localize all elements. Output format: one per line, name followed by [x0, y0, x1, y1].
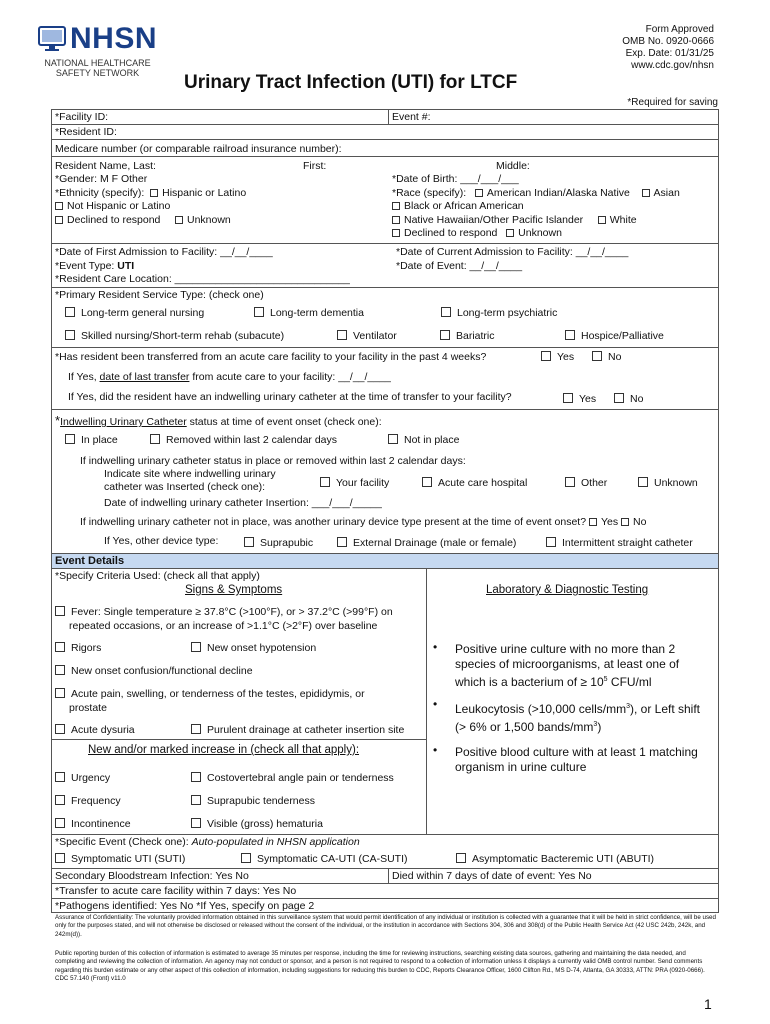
- svc-skilled: Skilled nursing/Short-term rehab (subacute): [65, 330, 284, 342]
- pathogens-identified: *Pathogens identified: Yes No *If Yes, specify on page 2: [55, 900, 315, 912]
- facility-id-label: *Facility ID:: [55, 111, 109, 123]
- logo-text: NHSN: [70, 22, 158, 55]
- urgency-option: Urgency: [55, 772, 110, 784]
- transferred-yes: Yes: [541, 351, 574, 363]
- fever-option: Fever: Single temperature ≥ 37.8°C (>100°F), or > 37.2°C (>99°F) on repeated occasions, or an increase of >1.1°C (>2°F) over baseline: [55, 605, 393, 633]
- race-asian-checkbox[interactable]: [642, 189, 650, 197]
- cat-acute: Acute care hospital: [422, 477, 527, 489]
- dev-suprapubic-checkbox[interactable]: [244, 537, 254, 547]
- frequency-checkbox[interactable]: [55, 795, 65, 805]
- transferred-no-checkbox[interactable]: [592, 351, 602, 361]
- secondary-bsi: Secondary Bloodstream Infection: Yes No: [55, 870, 249, 882]
- dob-label: *Date of Birth: ___/___/___: [392, 173, 519, 185]
- cat-site-label: Indicate site where indwelling urinary catheter was Inserted (check one):: [104, 468, 276, 493]
- event-number-label: Event #:: [392, 111, 431, 123]
- suprapubic-checkbox[interactable]: [191, 795, 201, 805]
- svc-psych-checkbox[interactable]: [441, 307, 451, 317]
- lab2-text: Leukocytosis (>10,000 cells/$mm^3$), or Left shift (> 6% or 1,500 bands/$mm^3$): [455, 702, 701, 734]
- resident-id-label: *Resident ID:: [55, 126, 117, 138]
- approval-block: Form Approved OMB No. 0920-0666 Exp. Date: 01/31/25 www.cdc.gov/nhsn: [622, 24, 714, 71]
- incontinence-option: Incontinence: [55, 818, 131, 830]
- transfer-7-days: *Transfer to acute care facility within 7 days: Yes No: [55, 885, 297, 897]
- suti-checkbox[interactable]: [55, 853, 65, 863]
- cat-inplace: In place: [65, 434, 118, 446]
- computer-icon: [38, 26, 66, 52]
- costo-option: Costovertebral angle pain or tenderness: [191, 772, 394, 784]
- care-location-label: *Resident Care Location: ______________________________: [55, 273, 350, 285]
- lab1-bullet: •: [433, 640, 438, 654]
- burden-text: Public reporting burden of this collection of information is estimated to average 35 minutes per response, including the time for reviewing instructions, searching existing data sources, gathering and maintaining the data needed, and completing and reviewing the collection of information. An agency may not conduct or sponsor, and a person is not required to respond to a collection of information unless it displays a currently valid OMB control number. Send comments regarding this burden estimate or any other aspect of this collection of information, including suggestions for reducing this burden to CDC, Reports Clearance Officer, 1600 Clifton Rd., MS D-74, Atlanta, GA 30333, ATTN: PRA (0920-0666). CDC 57.140 (Front) v11.0: [55, 950, 705, 983]
- purulent-option: Purulent drainage at catheter insertion site: [191, 724, 404, 736]
- transferred-yes-checkbox[interactable]: [541, 351, 551, 361]
- confusion-checkbox[interactable]: [55, 665, 65, 675]
- abuti-checkbox[interactable]: [456, 853, 466, 863]
- cat-notinplace: Not in place: [388, 434, 459, 446]
- casuti-checkbox[interactable]: [241, 853, 251, 863]
- page-title: Urinary Tract Infection (UTI) for LTCF: [184, 72, 518, 93]
- hypotension-option: New onset hypotension: [191, 642, 316, 654]
- event-details-heading: [52, 554, 718, 568]
- svc-hospice-checkbox[interactable]: [565, 330, 575, 340]
- costo-checkbox[interactable]: [191, 772, 201, 782]
- dev-intermittent-checkbox[interactable]: [546, 537, 556, 547]
- hematuria-checkbox[interactable]: [191, 818, 201, 828]
- name-middle-label: Middle:: [496, 160, 530, 172]
- casuti-option: Symptomatic CA-UTI (CA-SUTI): [241, 853, 408, 865]
- transferred-question: *Has resident been transferred from an acute care facility to your facility in the past 4 weeks?: [55, 351, 487, 363]
- cat-your-checkbox[interactable]: [320, 477, 330, 487]
- signs-heading: Signs & Symptoms: [185, 584, 283, 596]
- first-admission-label: *Date of First Admission to Facility: __/__/____: [55, 246, 273, 258]
- dysuria-checkbox[interactable]: [55, 724, 65, 734]
- suprapubic-option: Suprapubic tenderness: [191, 795, 315, 807]
- svc-hospice: Hospice/Palliative: [565, 330, 664, 342]
- race-declined-option: Declined to respond Unknown: [392, 227, 562, 239]
- frequency-option: Frequency: [55, 795, 121, 807]
- rigors-option: Rigors: [55, 642, 101, 654]
- cat-acute-checkbox[interactable]: [422, 477, 432, 487]
- svc-vent-checkbox[interactable]: [337, 330, 347, 340]
- eth-declined-option: Declined to respond Unknown: [55, 214, 231, 226]
- lab3-text: Positive blood culture with at least 1 matching organism in urine culture: [455, 745, 698, 774]
- cat-your: Your facility: [320, 477, 389, 489]
- eth-hispanic-checkbox[interactable]: [150, 189, 158, 197]
- dev-external-checkbox[interactable]: [337, 537, 347, 547]
- cat-unknown-checkbox[interactable]: [638, 477, 648, 487]
- fever-checkbox[interactable]: [55, 606, 65, 616]
- other-type-label: If Yes, other device type:: [104, 535, 219, 547]
- lab-heading: Laboratory & Diagnostic Testing: [486, 584, 649, 596]
- svc-dementia-checkbox[interactable]: [254, 307, 264, 317]
- name-last-label: Resident Name, Last:: [55, 160, 156, 172]
- race-black-checkbox[interactable]: [392, 202, 400, 210]
- svc-bariatric: Bariatric: [440, 330, 495, 342]
- race-white-checkbox[interactable]: [598, 216, 606, 224]
- transferred-no: No: [592, 351, 621, 363]
- hematuria-option: Visible (gross) hematuria: [191, 818, 323, 830]
- purulent-checkbox[interactable]: [191, 724, 201, 734]
- svc-skilled-checkbox[interactable]: [65, 330, 75, 340]
- cat-unknown: Unknown: [638, 477, 698, 489]
- dysuria-option: Acute dysuria: [55, 724, 135, 736]
- name-first-label: First:: [303, 160, 327, 172]
- dev-suprapubic: Suprapubic: [244, 537, 313, 549]
- page-number: 1: [704, 996, 712, 1012]
- medicare-label: Medicare number (or comparable railroad insurance number):: [55, 143, 342, 155]
- eth-not-checkbox[interactable]: [55, 202, 63, 210]
- current-admission-label: *Date of Current Admission to Facility: __/__/____: [396, 246, 629, 258]
- svc-general: Long-term general nursing: [65, 307, 204, 319]
- race-unknown-checkbox[interactable]: [506, 229, 514, 237]
- race-black-option: Black or African American: [392, 200, 524, 212]
- specific-label: *Specific Event (Check one): Auto-populated in NHSN application: [55, 836, 360, 848]
- transfer-cat-no: No: [614, 393, 643, 405]
- svc-general-checkbox[interactable]: [65, 307, 75, 317]
- race-nh-checkbox[interactable]: [392, 216, 400, 224]
- lab2-bullet: •: [433, 697, 438, 711]
- cat-other-checkbox[interactable]: [565, 477, 575, 487]
- race-label: *Race (specify): American Indian/Alaska Native Asian: [392, 187, 680, 199]
- transfer-date: If Yes, date of last transfer from acute care to your facility: __/__/____: [68, 371, 391, 383]
- transfer-cat-yes-checkbox[interactable]: [563, 393, 573, 403]
- new-increase-heading: New and/or marked increase in (check all that apply):: [88, 744, 360, 756]
- cat-removed: Removed within last 2 calendar days: [150, 434, 337, 446]
- dev-external: External Drainage (male or female): [337, 537, 516, 549]
- race-declined-checkbox[interactable]: [392, 229, 400, 237]
- incontinence-checkbox[interactable]: [55, 818, 65, 828]
- event-details-title: Event Details: [55, 555, 125, 567]
- confusion-option: New onset confusion/functional decline: [55, 665, 253, 677]
- svc-psych: Long-term psychiatric: [441, 307, 557, 319]
- cat-other: Other: [565, 477, 607, 489]
- suti-option: Symptomatic UTI (SUTI): [55, 853, 185, 865]
- cat-if-label: If indwelling urinary catheter status in place or removed within last 2 calendar days:: [80, 455, 466, 467]
- transfer-cat-no-checkbox[interactable]: [614, 393, 624, 403]
- svc-dementia: Long-term dementia: [254, 307, 364, 319]
- hypotension-checkbox[interactable]: [191, 642, 201, 652]
- logo-subtitle: NATIONAL HEALTHCARE SAFETY NETWORK: [44, 58, 151, 78]
- svc-vent: Ventilator: [337, 330, 397, 342]
- cat-date-label: Date of indwelling urinary catheter Insertion: ___/___/_____: [104, 497, 382, 509]
- event-type-label: *Event Type: UTI: [55, 260, 135, 272]
- urgency-checkbox[interactable]: [55, 772, 65, 782]
- rigors-checkbox[interactable]: [55, 642, 65, 652]
- dev-intermittent: Intermittent straight catheter: [546, 537, 693, 549]
- criteria-label: *Specify Criteria Used: (check all that apply): [55, 570, 260, 582]
- race-nh-option: Native Hawaiian/Other Pacific Islander White: [392, 214, 637, 226]
- other-yes-checkbox[interactable]: [589, 518, 597, 526]
- ethnicity-label: *Ethnicity (specify): Hispanic or Latino: [55, 187, 247, 199]
- race-ai-checkbox[interactable]: [475, 189, 483, 197]
- cat-inplace-checkbox[interactable]: [65, 434, 75, 444]
- confidentiality-text: Assurance of Confidentiality: The voluntarily provided information obtained in this surveillance system that would permit identification of any individual or institution is collected with a guarantee that it will be held in strict confidence, will be used only for the purposes stated, and will not otherwise be disclosed or released without the consent of the individual, or the institution in accordance with Sections 304, 306 and 308(d) of the Public Health Service Act (42 USC 242b, 242k, and 242m(d)).: [55, 914, 716, 938]
- required-note: *Required for saving: [627, 97, 718, 108]
- catheter-status-label: *Indwelling Urinary Catheter status at time of event onset (check one):: [55, 413, 382, 428]
- other-device-question: If indwelling urinary catheter not in place, was another urinary device type present at the time of event onset? Yes No: [80, 516, 647, 528]
- eth-not-option: Not Hispanic or Latino: [55, 200, 170, 212]
- lab3-bullet: •: [433, 743, 438, 757]
- nhsn-logo: [38, 22, 157, 78]
- transfer-catheter-question: If Yes, did the resident have an indwelling urinary catheter at the time of transfer to your facility?: [68, 391, 512, 403]
- eth-unknown-checkbox[interactable]: [175, 216, 183, 224]
- svc-bariatric-checkbox[interactable]: [440, 330, 450, 340]
- abuti-option: Asymptomatic Bacteremic UTI (ABUTI): [456, 853, 654, 865]
- service-type-label: *Primary Resident Service Type: (check one): [55, 289, 264, 301]
- other-no-checkbox[interactable]: [621, 518, 629, 526]
- lab1-text: Positive urine culture with no more than 2 species of microorganisms, at least one of which is a bacterium of ≥ $10^5$ CFU/ml: [455, 642, 680, 689]
- pain-checkbox[interactable]: [55, 688, 65, 698]
- cat-removed-checkbox[interactable]: [150, 434, 160, 444]
- transfer-cat-yes: Yes: [563, 393, 596, 405]
- gender-label: *Gender: M F Other: [55, 173, 148, 185]
- eth-declined-checkbox[interactable]: [55, 216, 63, 224]
- cat-notinplace-checkbox[interactable]: [388, 434, 398, 444]
- event-date-label: *Date of Event: __/__/____: [396, 260, 523, 272]
- died-within-7: Died within 7 days of date of event: Yes No: [392, 870, 592, 882]
- pain-option: Acute pain, swelling, or tenderness of the testes, epididymis, or prostate: [55, 687, 365, 715]
